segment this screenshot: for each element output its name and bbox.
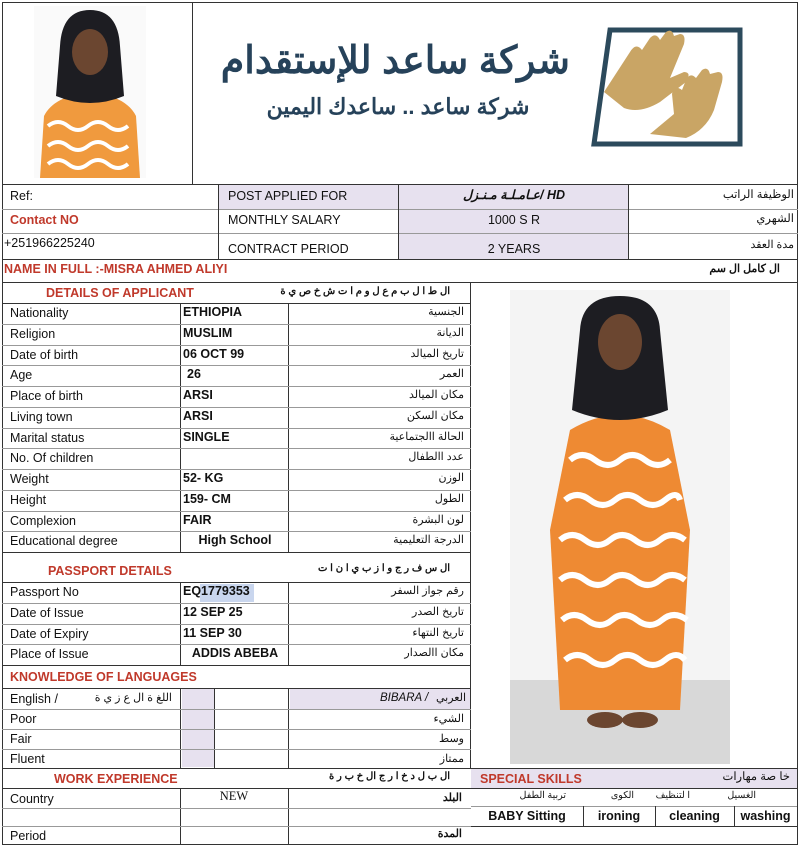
row-divider — [2, 324, 471, 325]
passport-value: 11 SEP 30 — [183, 626, 242, 640]
language-level-ar: وسط — [439, 733, 464, 745]
row-divider — [2, 386, 471, 387]
detail-ar: الطول — [434, 493, 464, 505]
detail-label: Religion — [10, 327, 56, 341]
detail-ar: الحالة االجتماعية — [389, 431, 464, 443]
detail-ar: العمر — [439, 368, 464, 380]
skill-item: washing — [740, 809, 791, 823]
row-divider — [2, 511, 471, 512]
post-ar: الوظيفة الراتب — [722, 189, 794, 201]
passport-label: Date of Issue — [10, 606, 84, 620]
details-header: DETAILS OF APPLICANT — [46, 286, 194, 300]
detail-value: 06 OCT 99 — [183, 347, 245, 361]
passport-label: Passport No — [10, 585, 79, 599]
detail-value: SINGLE — [183, 430, 230, 444]
detail-label: Height — [10, 493, 47, 507]
detail-ar: مكان الميالد — [408, 389, 464, 401]
language-level-label: Poor — [10, 712, 37, 726]
row-divider — [2, 531, 471, 532]
skill-ar: تربية الطفل — [519, 790, 566, 801]
language-level-ar: ممتاز — [439, 753, 464, 765]
passport-ar: رقم جواز السفر — [391, 585, 464, 597]
salary-label: MONTHLY SALARY — [228, 213, 341, 227]
arabic-ar: العربي — [435, 692, 466, 704]
passport-value: EQ1779353 — [183, 584, 250, 598]
languages-header: KNOWLEDGE OF LANGUAGES — [10, 670, 197, 684]
contact-label: Contact NO — [10, 213, 79, 227]
row-divider — [2, 644, 471, 645]
work-header-ar: ال ب ل د خ ا ر ج ال خ ب ر ة — [328, 771, 450, 782]
ref-label: Ref: — [10, 189, 33, 203]
detail-label: Place of birth — [10, 389, 83, 403]
detail-label: Weight — [10, 472, 49, 486]
detail-value: MUSLIM — [183, 326, 233, 340]
full-name-ar: ال كامل ال سم — [709, 263, 780, 275]
post-label: POST APPLIED FOR — [228, 189, 348, 203]
detail-ar: الدرجة التعليمية — [393, 534, 464, 546]
skill-item: ironing — [597, 809, 641, 823]
skill-item: BABY Sitting — [488, 809, 566, 823]
skill-item: cleaning — [669, 809, 720, 823]
detail-ar: تاريخ الميالد — [410, 348, 464, 360]
passport-ar: مكان االصدار — [404, 647, 464, 659]
full-name: NAME IN FULL :-MISRA AHMED ALIYI — [4, 262, 228, 276]
skill-ar: الغسيل — [727, 790, 756, 801]
row-divider — [2, 407, 471, 408]
contract-value: 2 YEARS — [487, 242, 541, 256]
applicant-full-photo — [510, 290, 730, 764]
salary-ar: الشهري — [756, 213, 794, 225]
english-label: English / — [10, 692, 58, 706]
details-header-ar: ال ط ا ل ب م ع ل و م ا ت ش خ ص ي ة — [280, 286, 450, 297]
arabic-label: BIBARA / — [380, 692, 429, 704]
company-title: شركة ساعد للإستقدام — [220, 40, 570, 82]
row-divider — [2, 428, 471, 429]
detail-value: FAIR — [183, 513, 212, 527]
language-level-label: Fair — [10, 732, 32, 746]
detail-label: Date of birth — [10, 348, 79, 362]
detail-value: ARSI — [183, 409, 213, 423]
detail-ar: عدد االطفال — [408, 451, 464, 463]
skills-header-ar: خا صة مهارات — [722, 771, 790, 783]
contract-label: CONTRACT PERIOD — [228, 242, 349, 256]
salary-value: 1000 S R — [487, 213, 541, 227]
passport-label: Date of Expiry — [10, 627, 89, 641]
language-level-ar: الشيء — [433, 713, 464, 725]
country-value: NEW — [219, 789, 249, 803]
detail-label: Nationality — [10, 306, 69, 320]
detail-ar: مكان السكن — [406, 410, 464, 422]
detail-ar: الجنسية — [428, 306, 464, 318]
period-ar: المدة — [437, 828, 462, 840]
row-divider — [2, 490, 471, 491]
passport-header-ar: ال س ف ر ج و ا ز ب ي ا ن ا ت — [317, 563, 450, 574]
row-divider — [2, 624, 471, 625]
work-header: WORK EXPERIENCE — [54, 772, 178, 786]
passport-header: PASSPORT DETAILS — [48, 564, 172, 578]
detail-value: 159- CM — [183, 492, 231, 506]
post-value: عـامـلـة مـنـزل/ HD — [462, 188, 566, 202]
detail-value: 52- KG — [183, 471, 224, 485]
detail-label: Marital status — [10, 431, 85, 445]
row-divider — [2, 345, 471, 346]
country-label: Country — [10, 792, 54, 806]
detail-value — [183, 451, 283, 467]
row-divider — [2, 365, 471, 366]
row-divider — [2, 448, 471, 449]
contract-ar: مدة العقد — [750, 239, 794, 251]
row-divider — [2, 469, 471, 470]
language-level-label: Fluent — [10, 752, 45, 766]
passport-ar: تاريخ الصدر — [412, 606, 464, 618]
passport-label: Place of Issue — [10, 647, 89, 661]
detail-label: Educational degree — [10, 534, 118, 548]
applicant-portrait-photo — [34, 6, 146, 178]
helping-hands-logo-icon — [590, 22, 746, 152]
detail-value: ETHIOPIA — [183, 305, 243, 319]
skills-header: SPECIAL SKILLS — [480, 772, 582, 786]
skill-ar: ا لتنظيف — [655, 790, 690, 801]
detail-value: ARSI — [183, 388, 213, 402]
detail-ar: لون البشرة — [412, 514, 464, 526]
passport-value: ADDIS ABEBA — [191, 646, 279, 660]
passport-ar: تاريخ النتهاء — [412, 627, 464, 639]
detail-ar: الوزن — [438, 472, 464, 484]
detail-ar: الديانة — [436, 327, 464, 339]
period-label: Period — [10, 829, 47, 843]
passport-value: 12 SEP 25 — [183, 605, 243, 619]
row-divider — [2, 603, 471, 604]
english-ar: اللغ ة ال ع ز ي ة — [94, 692, 172, 704]
contact-value: +251966225240 — [4, 236, 95, 250]
detail-value: High School — [198, 533, 272, 547]
detail-label: No. Of children — [10, 451, 94, 465]
detail-label: Age — [10, 368, 33, 382]
detail-value: 26 — [187, 367, 201, 381]
country-ar: البلد — [442, 792, 462, 804]
skill-ar: الكوى — [610, 790, 634, 801]
company-subtitle: شركة ساعد .. ساعدك اليمين — [266, 94, 530, 119]
detail-label: Living town — [10, 410, 73, 424]
detail-label: Complexion — [10, 514, 77, 528]
